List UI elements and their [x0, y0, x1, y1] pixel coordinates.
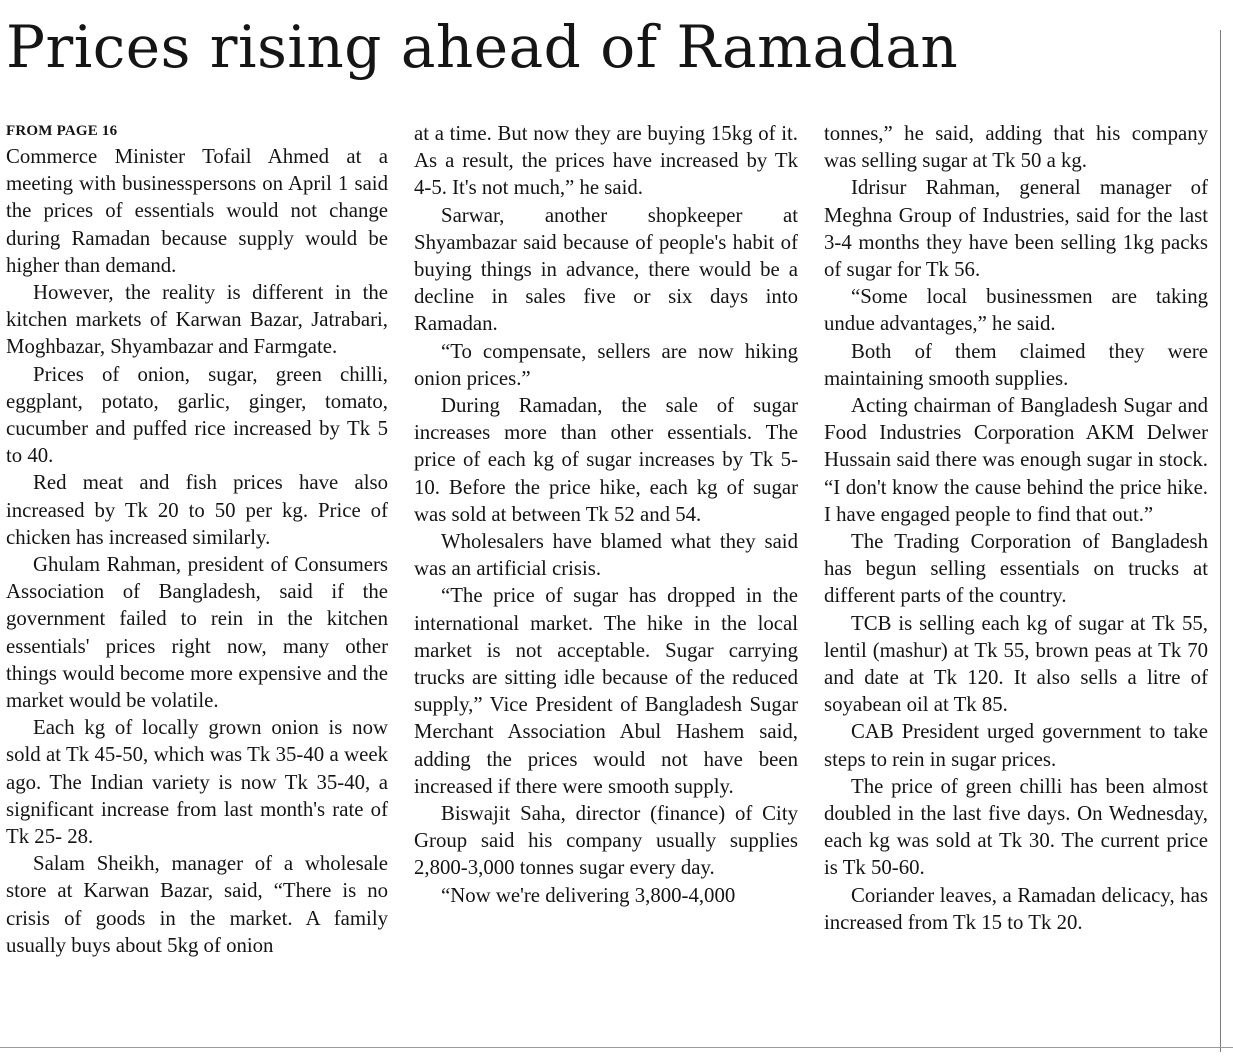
paragraph: Wholesalers have blamed what they said was an artificial crisis.	[414, 530, 798, 581]
paragraph: Idrisur Rahman, general manager of Meghna Group of Industries, said for the last 3-4 months they have been selling 1kg packs of sugar for Tk 56.	[824, 176, 1208, 282]
paragraph: at a time. But now they are buying 15kg of it. As a result, the prices have increased by Tk 4-5. It's not much,” he said.	[414, 122, 798, 200]
paragraph: “The price of sugar has dropped in the international market. The hike in the local market is not acceptable. Sugar carrying trucks are sitting idle because of the reduced supply,” Vice President of Bangladesh Sugar Merchant Association Abul Hashem said, adding the prices would not have been increased if there were smooth supply.	[414, 584, 798, 798]
paragraph: Sarwar, another shopkeeper at Shyambazar said because of people's habit of buying things in advance, there would be a decline in sales five or six days into Ramadan.	[414, 203, 798, 336]
paragraph: Salam Sheikh, manager of a wholesale store at Karwan Bazar, said, “There is no crisis of goods in the market. A family usually buys about 5kg of onion	[6, 852, 388, 957]
bottom-rule	[0, 1047, 1233, 1048]
paragraph: Red meat and fish prices have also increased by Tk 20 to 50 per kg. Price of chicken has increased similarly.	[6, 471, 388, 549]
paragraph: “Some local businessmen are taking undue advantages,” he said.	[824, 285, 1208, 336]
paragraph: However, the reality is different in the kitchen markets of Karwan Bazar, Jatrabari, Moghbazar, Shyambazar and Farmgate.	[6, 281, 388, 359]
paragraph: Coriander leaves, a Ramadan delicacy, has increased from Tk 15 to Tk 20.	[824, 883, 1208, 934]
paragraph: “Now we're delivering 3,800-4,000	[441, 883, 736, 907]
paragraph: The Trading Corporation of Bangladesh has begun selling essentials on trucks at different parts of the country.	[824, 530, 1208, 608]
article-column-1	[6, 120, 388, 1040]
paragraph: “To compensate, sellers are now hiking onion prices.”	[414, 339, 798, 390]
headline: Prices rising ahead of Ramadan	[6, 13, 959, 81]
paragraph: Each kg of locally grown onion is now sold at Tk 45-50, which was Tk 35-40 a week ago. The Indian variety is now Tk 35-40, a significant increase from last month's rate of Tk 25- 28.	[6, 716, 388, 849]
paragraph: Prices of onion, sugar, green chilli, eggplant, potato, garlic, ginger, tomato, cucumber and puffed rice increased by Tk 5 to 40.	[6, 362, 388, 468]
paragraph: Acting chairman of Bangladesh Sugar and Food Industries Corporation AKM Delwer Hussain said there was enough sugar in stock. “I don't know the cause behind the price hike. I have engaged people to find that out.”	[824, 394, 1208, 526]
article-column-3	[824, 120, 1208, 1040]
paragraph: tonnes,” he said, adding that his company was selling sugar at Tk 50 a kg.	[824, 122, 1208, 173]
column-rule	[1220, 30, 1221, 1052]
paragraph: Biswajit Saha, director (finance) of City Group said his company usually supplies 2,800-3,000 tonnes sugar every day.	[414, 802, 798, 880]
paragraph: CAB President urged government to take steps to rein in sugar prices.	[824, 720, 1208, 771]
paragraph: Both of them claimed they were maintaining smooth supplies.	[824, 339, 1208, 390]
dateline: FROM PAGE 16	[6, 123, 118, 139]
article-column-2	[414, 120, 798, 1040]
paragraph: During Ramadan, the sale of sugar increases more than other essentials. The price of each kg of sugar increases by Tk 5-10. Before the price hike, each kg of sugar was sold at between Tk 52 and 54.	[414, 394, 798, 526]
paragraph: The price of green chilli has been almost doubled in the last five days. On Wednesday, each kg was sold at Tk 30. The current price is Tk 50-60.	[824, 774, 1208, 880]
paragraph: Ghulam Rahman, president of Consumers Association of Bangladesh, said if the government failed to rein in the kitchen essentials' prices right now, many other things would become more expensive and the market would be volatile.	[6, 553, 388, 713]
paragraph: Commerce Minister Tofail Ahmed at a meeting with businesspersons on April 1 said the prices of essentials would not change during Ramadan because supply would be higher than demand.	[6, 145, 388, 277]
paragraph: TCB is selling each kg of sugar at Tk 55, lentil (mashur) at Tk 55, brown peas at Tk 70 and date at Tk 120. It also sells a litre of soyabean oil at Tk 85.	[824, 611, 1208, 717]
